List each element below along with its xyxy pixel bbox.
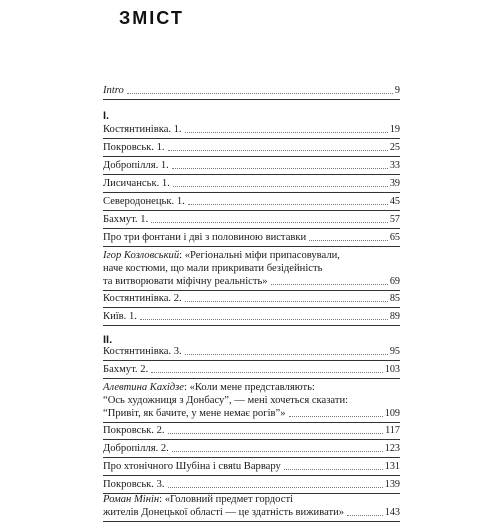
entry-title: Добропілля. 1. [103, 160, 169, 171]
page-number: 65 [389, 232, 400, 243]
dot-leader [151, 372, 383, 373]
entry-title: Київ. 1. [103, 311, 137, 322]
dot-leader [127, 93, 393, 94]
toc-entry[interactable] [103, 123, 400, 139]
dot-leader [151, 222, 388, 223]
entry-title: Добропілля. 2. [103, 443, 169, 454]
page-number: 85 [389, 293, 400, 304]
page-number: 19 [389, 124, 400, 135]
entry-title: Костянтинівка. 1. [103, 124, 182, 135]
toc-entry[interactable] [103, 141, 400, 157]
toc-entry[interactable] [103, 292, 400, 308]
toc-entry-quote[interactable] [103, 493, 400, 522]
page-number: 95 [389, 346, 400, 357]
entry-title: Intro [103, 85, 124, 96]
quote-line: “Ось художниця з Донбасу”, — мені хочеться сказати: [103, 395, 349, 406]
page-number: 25 [389, 142, 400, 153]
section-heading-2: II. [103, 334, 113, 346]
toc-entry-intro[interactable] [103, 84, 400, 100]
quote-author: Роман Мінін [103, 494, 160, 505]
page-number: 45 [389, 196, 400, 207]
dot-leader [347, 515, 383, 516]
quote-line: : «Головний предмет гордості [159, 494, 294, 505]
dot-leader [289, 416, 383, 417]
quote-line: : «Коли мене представляють: [183, 382, 315, 393]
quote-line: “Привіт, як бачите, у мене немає рогів”» [103, 408, 286, 419]
quote-line: жителів Донецької області — це здатність виживати» [103, 507, 345, 518]
toc-entry[interactable] [103, 424, 400, 440]
page-number: 117 [385, 425, 400, 436]
page-number: 57 [389, 214, 400, 225]
page-number: 69 [389, 276, 400, 287]
page-number: 33 [389, 160, 400, 171]
dot-leader [309, 240, 388, 241]
dot-leader [284, 469, 383, 470]
toc-entry[interactable] [103, 213, 400, 229]
toc-entry[interactable] [103, 231, 400, 247]
quote-line: : «Регіональні міфи припасовували, [179, 250, 340, 261]
toc-entry[interactable] [103, 159, 400, 175]
dot-leader [172, 451, 383, 452]
page-number: 9 [394, 85, 400, 96]
dot-leader [140, 319, 388, 320]
entry-title: Про хтонічного Шубіна і свяtu Варвару [103, 461, 281, 472]
quote-line: наче костюми, що мали прикривати безідейність [103, 263, 323, 274]
toc-entry[interactable] [103, 345, 400, 361]
entry-title: Покровськ. 1. [103, 142, 165, 153]
page-number: 139 [384, 479, 400, 490]
page-number: 39 [389, 178, 400, 189]
dot-leader [188, 204, 388, 205]
quote-line: та витворювати міфічну реальність» [103, 276, 268, 287]
page-number: 89 [389, 311, 400, 322]
entry-title: Северодонецьк. 1. [103, 196, 185, 207]
dot-leader [172, 168, 388, 169]
toc-entry[interactable] [103, 195, 400, 211]
dot-leader [185, 301, 388, 302]
entry-title: Бахмут. 2. [103, 364, 149, 375]
toc-entry[interactable] [103, 177, 400, 193]
quote-author: Алевтина Кахідзе [103, 382, 184, 393]
dot-leader [173, 186, 388, 187]
page-number: 131 [384, 461, 400, 472]
page-number: 109 [384, 408, 400, 419]
entry-title: Костянтинівка. 3. [103, 346, 182, 357]
toc-entry[interactable] [103, 363, 400, 379]
dot-leader [168, 487, 383, 488]
quote-author: Ігор Козловський [103, 250, 180, 261]
toc-entry-quote[interactable] [103, 249, 400, 291]
toc-entry[interactable] [103, 442, 400, 458]
toc-entry[interactable] [103, 310, 400, 326]
entry-title: Покровськ. 2. [103, 425, 165, 436]
dot-leader [185, 354, 388, 355]
dot-leader [168, 433, 384, 434]
toc-entry-quote[interactable] [103, 381, 400, 423]
dot-leader [185, 132, 388, 133]
page-number: 103 [384, 364, 400, 375]
page-title: ЗМІСТ [119, 8, 184, 28]
entry-title: Бахмут. 1. [103, 214, 149, 225]
page-number: 143 [384, 507, 400, 518]
toc-entry[interactable] [103, 478, 400, 494]
entry-title: Костянтинівка. 2. [103, 293, 182, 304]
entry-title: Про три фонтани і дві з половиною виставки [103, 232, 307, 243]
section-heading-1: I. [103, 110, 110, 122]
toc-entry[interactable] [103, 460, 400, 476]
entry-title: Лисичанськ. 1. [103, 178, 170, 189]
dot-leader [271, 284, 388, 285]
entry-title: Покровськ. 3. [103, 479, 165, 490]
page-number: 123 [384, 443, 400, 454]
dot-leader [168, 150, 388, 151]
